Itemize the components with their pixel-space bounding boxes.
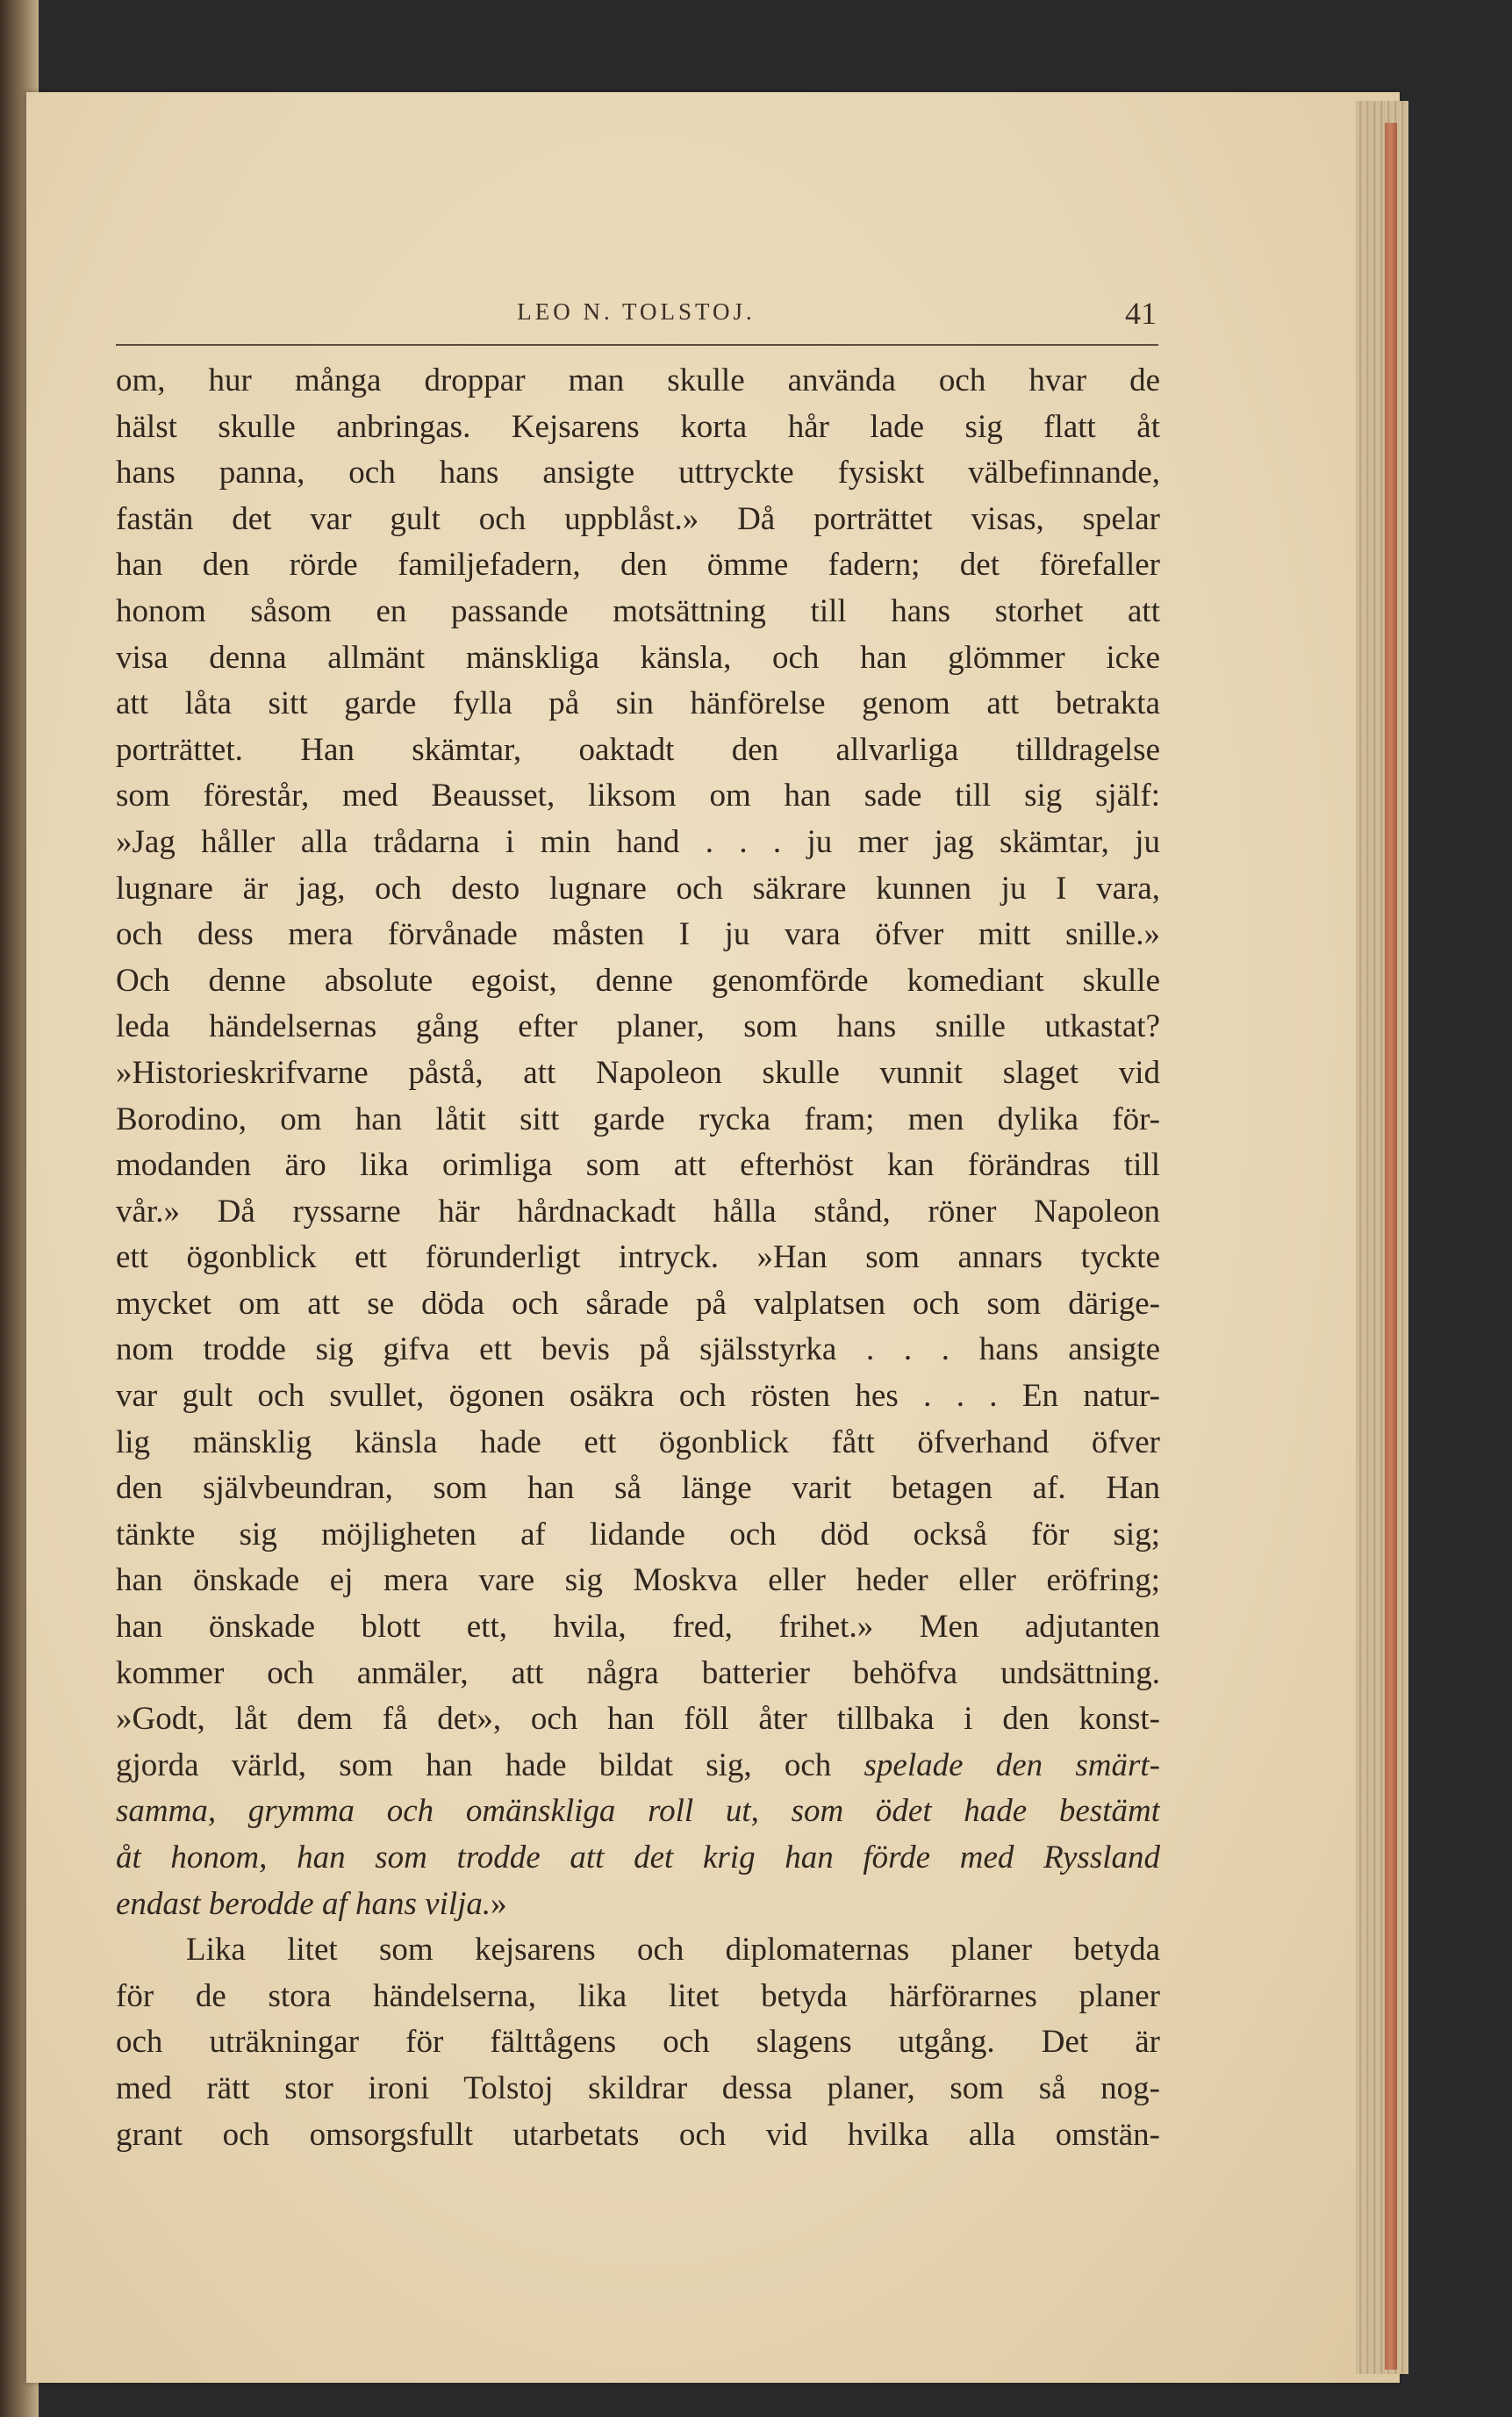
italic-text: samma, grymma och omänskliga roll ut, som ödet hade bestämt — [116, 1793, 1160, 1830]
text-line: han den rörde familjefadern, den ömme fadern; det förefaller — [116, 547, 1160, 584]
text-line: grant och omsorgsfullt utarbetats och vid hvilka alla omstän- — [116, 2116, 1160, 2153]
page-stack-edge — [1356, 101, 1408, 2374]
italic-text: endast berodde af hans vilja. — [116, 1885, 491, 1922]
running-head: LEO N. TOLSTOJ. — [517, 298, 756, 325]
text-line-italic — [116, 1835, 1160, 1882]
text-line: den självbeundran, som han så länge varit betagen af. Han — [116, 1470, 1160, 1507]
text-line: honom såsom en passande motsättning till hans storhet att — [116, 592, 1160, 629]
paragraph-first-line: Lika litet som kejsarens och diplomaternas planer betyda — [186, 1932, 1160, 1969]
text-line: om, hur många droppar man skulle använda och hvar de — [116, 362, 1160, 398]
text-line: vår.» Då ryssarne här hårdnackadt hålla stånd, röner Napoleon — [116, 1193, 1160, 1230]
text-line: tänkte sig möjligheten af lidande och död också för sig; — [116, 1516, 1160, 1553]
text-line: »Jag håller alla trådarna i min hand . . . ju mer jag skämtar, ju — [116, 823, 1160, 860]
text-line: och uträkningar för fälttågens och slagens utgång. Det är — [116, 2024, 1160, 2061]
page-number: 41 — [1125, 296, 1157, 331]
text-line: lugnare är jag, och desto lugnare och säkrare kunnen ju I vara, — [116, 870, 1160, 907]
text-line: han önskade ej mera vare sig Moskva eller heder eller eröfring; — [116, 1562, 1160, 1599]
text-line: han önskade blott ett, hvila, fred, frihet.» Men adjutanten — [116, 1609, 1160, 1646]
text-line: modanden äro lika orimliga som att efterhöst kan förändras till — [116, 1147, 1160, 1184]
text-line: för de stora händelserna, lika litet betyda härförarnes planer — [116, 1977, 1160, 2014]
text-line: lig mänsklig känsla hade ett ögonblick fått öfverhand öfver — [116, 1424, 1160, 1460]
body-text — [116, 358, 1160, 2158]
text-line: som förestår, med Beausset, liksom om han sade till sig själf: — [116, 778, 1160, 814]
text-line: mycket om att se döda och sårade på valplatsen och som därige- — [116, 1285, 1160, 1322]
italic-text: åt honom, han som trodde att det krig han förde med Ryssland — [116, 1840, 1160, 1876]
text-line-mixed — [116, 1743, 1160, 1789]
roman-text: gjorda värld, som han hade bildat sig, och — [116, 1746, 864, 1783]
text-line: hans panna, och hans ansigte uttryckte fysiskt välbefinnande, — [116, 455, 1160, 491]
text-line: porträttet. Han skämtar, oaktadt den allvarliga tilldragelse — [116, 731, 1160, 768]
text-line: Och denne absolute egoist, denne genomförde komediant skulle — [116, 962, 1160, 999]
closing-quote: » — [491, 1885, 507, 1922]
text-line: Borodino, om han låtit sitt garde rycka fram; men dylika för- — [116, 1101, 1160, 1137]
text-line: kommer och anmäler, att några batterier behöfva undsättning. — [116, 1654, 1160, 1691]
red-page-edge — [1385, 123, 1397, 2370]
text-line: fastän det var gult och uppblåst.» Då porträttet visas, spelar — [116, 500, 1160, 537]
text-line: »Godt, låt dem få det», och han föll åter tillbaka i den konst- — [116, 1701, 1160, 1738]
text-line: med rätt stor ironi Tolstoj skildrar dessa planer, som så nog- — [116, 2069, 1160, 2106]
text-line: att låta sitt garde fylla på sin hänförelse genom att betrakta — [116, 685, 1160, 722]
text-line: hälst skulle anbringas. Kejsarens korta hår lade sig flatt åt — [116, 408, 1160, 445]
page-header — [116, 295, 1157, 341]
text-line: leda händelsernas gång efter planer, som hans snille utkastat? — [116, 1008, 1160, 1045]
text-line-italic — [116, 1882, 1160, 1928]
text-line: »Historieskrifvarne påstå, att Napoleon skulle vunnit slaget vid — [116, 1054, 1160, 1091]
text-line-italic — [116, 1789, 1160, 1835]
italic-text: spelade den smärt- — [863, 1746, 1160, 1783]
text-line: ett ögonblick ett förunderligt intryck. »Han som annars tyckte — [116, 1239, 1160, 1276]
text-line: och dess mera förvånade måsten I ju vara öfver mitt snille.» — [116, 916, 1160, 953]
text-line: visa denna allmänt mänskliga känsla, och han glömmer icke — [116, 639, 1160, 676]
header-rule — [116, 344, 1158, 346]
text-line: var gult och svullet, ögonen osäkra och rösten hes . . . En natur- — [116, 1378, 1160, 1415]
text-line: nom trodde sig gifva ett bevis på själsstyrka . . . hans ansigte — [116, 1331, 1160, 1368]
